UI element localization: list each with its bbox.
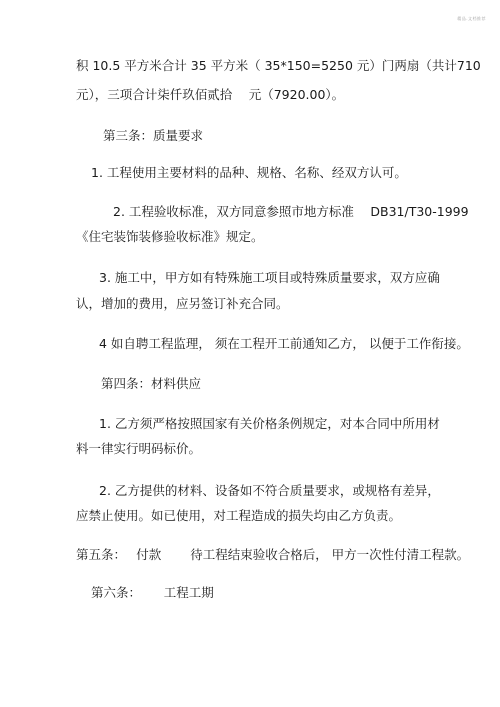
text-line-1-main: 积 10.5 平方米合计 35 平方米（ 35*150=5250 元）门两扇（共计 [76, 58, 457, 73]
corner-watermark: 精品.文档推荐 [457, 16, 486, 21]
clause-3-item-4: 4 如自聘工程监理， 须在工程开工前通知乙方， 以便于工作衔接。 [99, 336, 469, 351]
clause-3-item-1: 1. 工程使用主要材料的品种、规格、名称、经双方认可。 [91, 165, 407, 180]
text-line-1-end: 710 [456, 58, 481, 73]
clause-3-item-2: 2. 工程验收标准，双方同意参照市地方标准 DB31/T30-1999 [113, 204, 469, 219]
text-line-2: 元），三项合计柒仟玖佰贰拾 元（7920.00）。 [76, 87, 345, 102]
section-heading-6: 第六条： 工程工期 [91, 585, 214, 600]
clause-4-item-2-cont: 应禁止使用。如已使用，对工程造成的损失均由乙方负责。 [76, 508, 402, 523]
clause-4-item-1-cont: 料一律实行明码标价。 [76, 441, 202, 456]
clause-4-item-2: 2. 乙方提供的材料、设备如不符合质量要求，或规格有差异， [99, 483, 440, 498]
section-heading-3: 第三条：质量要求 [103, 128, 204, 143]
clause-3-item-2-cont: 《住宅装饰装修验收标准》规定。 [76, 229, 264, 244]
section-heading-5: 第五条： 付款 待工程结束验收合格后， 甲方一次性付清工程款。 [76, 547, 470, 562]
clause-3-item-3-cont: 认，增加的费用，应另签订补充合同。 [76, 296, 289, 311]
text-line-1 [76, 58, 481, 74]
section-heading-4: 第四条：材料供应 [101, 376, 202, 391]
clause-4-item-1: 1. 乙方须严格按照国家有关价格条例规定，对本合同中所用材 [99, 416, 440, 431]
clause-3-item-3: 3. 施工中，甲方如有特殊施工项目或特殊质量要求，双方应确 [99, 270, 440, 285]
